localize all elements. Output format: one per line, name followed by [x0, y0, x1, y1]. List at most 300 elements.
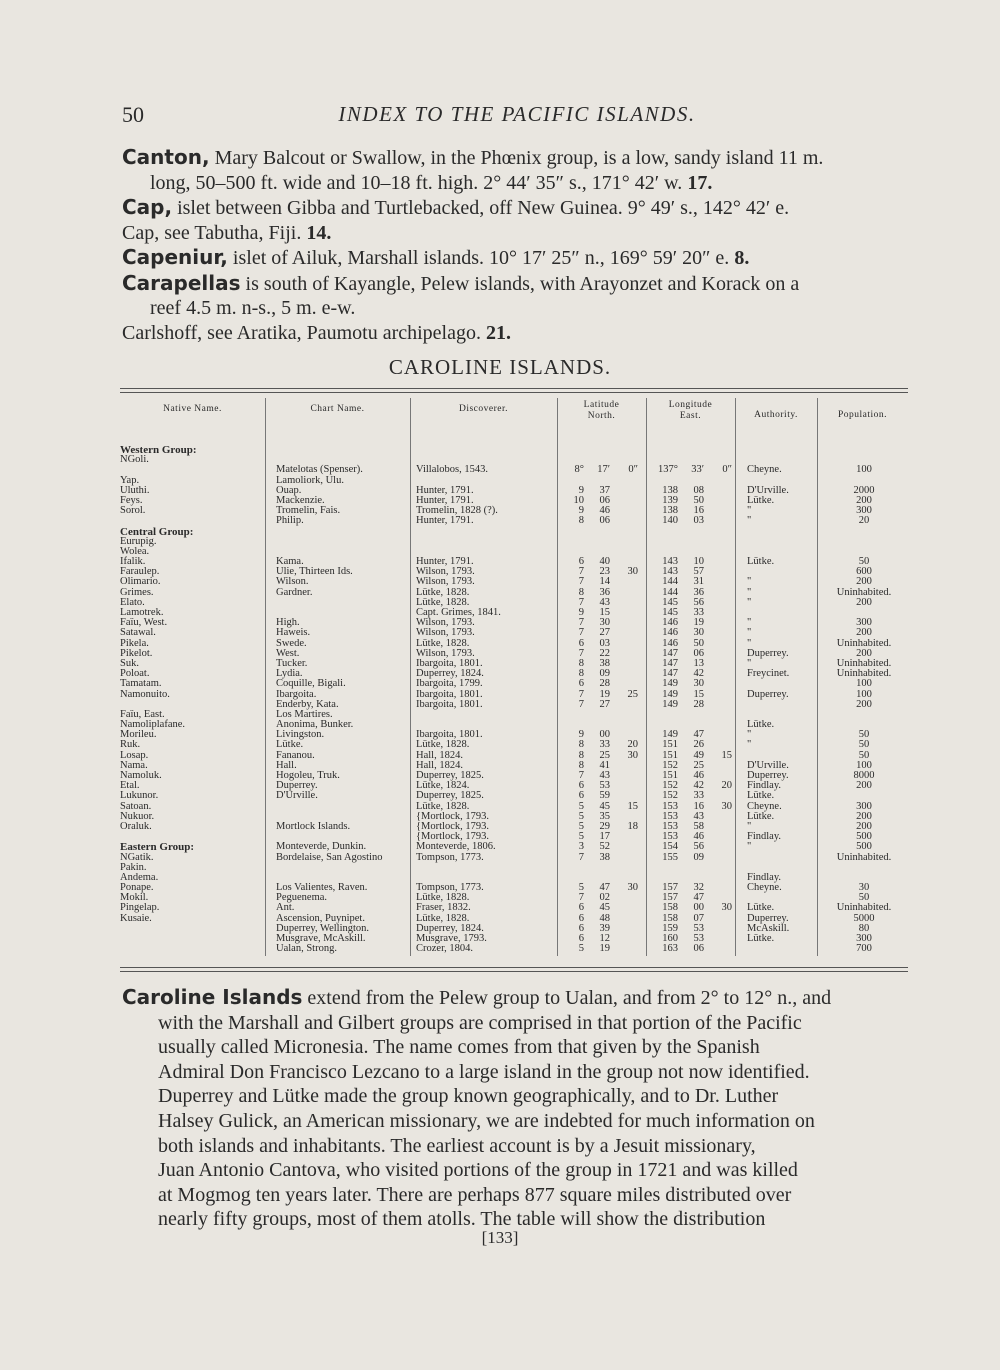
- table-cell: 138: [662, 505, 678, 517]
- table-cell: 25: [599, 749, 610, 761]
- table-cell: [586, 537, 610, 547]
- table-cell: [706, 863, 732, 873]
- table-cell: 53: [693, 933, 704, 944]
- table-cell: [562, 710, 584, 720]
- table-cell: 138: [662, 484, 678, 496]
- table-cell: Etal.: [120, 780, 140, 792]
- table-cell: 59: [599, 790, 610, 802]
- table-cell: [820, 445, 908, 455]
- table-cell: Lütke.: [747, 494, 775, 506]
- entry-map-ref: 8.: [734, 247, 750, 269]
- table-cell: D'Urville.: [276, 790, 318, 802]
- table-cell: Hunter, 1791.: [416, 556, 474, 568]
- table-cell: Tompson, 1773.: [416, 882, 484, 894]
- table-cell: 50: [693, 494, 704, 506]
- table-cell: 147: [662, 668, 678, 680]
- table-cell: [614, 537, 638, 547]
- longitude-minutes-column: [680, 445, 704, 954]
- table-cell: [586, 527, 610, 537]
- table-cell: Mackenzie.: [276, 494, 325, 506]
- table-cell: Pikelot.: [120, 647, 153, 659]
- table-cell: 30: [627, 749, 638, 761]
- table-cell: 100: [856, 678, 872, 690]
- table-cell: Mortlock Islands.: [276, 820, 351, 832]
- table-cell: [276, 863, 411, 873]
- table-cell: Freycinet.: [747, 668, 790, 680]
- table-cell: 17: [599, 831, 610, 843]
- table-cell: 47: [599, 882, 610, 894]
- table-cell: [706, 659, 732, 669]
- table-cell: Hunter, 1791.: [416, 515, 474, 527]
- table-cell: Lütke.: [747, 556, 775, 568]
- table-cell: [706, 628, 732, 638]
- table-cell: 41: [599, 759, 610, 771]
- table-cell: 58: [693, 820, 704, 832]
- table-cell: Ibargoita, 1801.: [416, 688, 483, 700]
- table-cell: 5: [578, 882, 584, 894]
- table-cell: [120, 516, 265, 526]
- table-cell: 147: [662, 647, 678, 659]
- table-cell: Uninhabited.: [836, 902, 892, 914]
- table-cell: Kusaie.: [120, 912, 152, 924]
- table-cell: Wilson, 1793.: [416, 576, 475, 588]
- table-cell: Feys.: [120, 494, 143, 506]
- table-cell: 300: [856, 800, 872, 812]
- table-cell: 146: [662, 627, 678, 639]
- table-cell: Duperrey, 1824.: [416, 668, 484, 680]
- table-cell: Oraluk.: [120, 820, 152, 832]
- table-cell: 16: [693, 505, 704, 517]
- table-cell: [680, 537, 704, 547]
- table-cell: Eurupig.: [120, 535, 157, 547]
- table-cell: [706, 679, 732, 689]
- table-cell: [706, 527, 732, 537]
- table-cell: 50: [858, 739, 870, 751]
- table-cell: 50: [858, 749, 870, 761]
- table-cell: [680, 863, 704, 873]
- table-cell: Andema.: [120, 871, 159, 883]
- table-cell: ": [747, 576, 752, 588]
- table-cell: 100: [856, 688, 872, 700]
- table-cell: Elato.: [120, 596, 145, 608]
- table-cell: 146: [662, 637, 678, 649]
- table-cell: Uninhabited.: [836, 657, 892, 669]
- entry-text: is south of Kayangle, Pelew islands, with Arayonzet and Korack on a: [245, 272, 800, 295]
- table-cell: Lütke, 1828.: [416, 596, 470, 608]
- table-cell: Tromelin, Fais.: [276, 505, 341, 517]
- table-cell: 151: [662, 770, 678, 781]
- table-cell: [276, 537, 411, 547]
- table-cell: [747, 445, 817, 455]
- entry-cap: [122, 195, 917, 221]
- entry-carapellas-cont: [122, 296, 917, 321]
- table-cell: Nama.: [120, 759, 148, 771]
- table-cell: 200: [856, 780, 872, 792]
- table-cell: Monteverde, 1806.: [416, 841, 496, 853]
- table-cell: Cheyne.: [747, 800, 782, 812]
- table-cell: 7: [578, 851, 584, 863]
- table-cell: 143: [662, 566, 678, 578]
- entry-headword: Carapellas: [122, 270, 241, 295]
- table-cell: 0″: [722, 464, 732, 476]
- table-cell: [706, 761, 732, 771]
- table-cell: 5: [578, 943, 584, 955]
- table-cell: Lütke, 1828.: [416, 739, 470, 751]
- table-cell: 30: [858, 882, 870, 894]
- table-cell: 145: [662, 607, 678, 618]
- entry-carapellas: [122, 271, 917, 297]
- table-cell: Lütke, 1828.: [416, 637, 470, 649]
- table-cell: 38: [599, 851, 610, 863]
- table-cell: Lütke, 1828.: [416, 912, 470, 924]
- table-cell: 7: [578, 596, 584, 608]
- table-cell: [614, 639, 638, 649]
- table-cell: Nukuor.: [120, 810, 155, 822]
- table-cell: Swede.: [276, 637, 307, 649]
- table-cell: ": [747, 627, 752, 639]
- table-cell: Ibargoita, 1801.: [416, 657, 483, 669]
- table-cell: D'Urville.: [747, 759, 789, 771]
- table-cell: 50: [858, 729, 870, 741]
- table-cell: 700: [856, 943, 872, 955]
- table-cell: 6: [578, 678, 584, 690]
- table-cell: Peguenema.: [276, 892, 328, 904]
- table-cell: 46: [693, 770, 704, 781]
- table-cell: [706, 710, 732, 720]
- table-cell: West.: [276, 647, 300, 659]
- table-cell: [614, 700, 638, 710]
- table-cell: ": [747, 820, 752, 832]
- entry-map-ref: 21.: [485, 321, 511, 344]
- table-cell: 153: [662, 810, 678, 822]
- table-cell: 27: [599, 627, 610, 639]
- table-cell: Villalobos, 1543.: [416, 464, 488, 476]
- paragraph-line: Duperrey and Lütke made the group known geographically, and to Dr. Luther: [158, 1085, 779, 1108]
- table-cell: 500: [856, 831, 872, 843]
- table-cell: 137°: [658, 464, 678, 476]
- table-cell: [706, 506, 732, 516]
- table-cell: 151: [662, 739, 678, 751]
- table-cell: 29: [599, 820, 610, 832]
- native-name-column: [120, 445, 265, 924]
- table-cell: D'Urville.: [747, 484, 789, 496]
- table-cell: Haweis.: [276, 627, 311, 639]
- table-cell: Sorol.: [120, 505, 146, 517]
- table-cell: Tamatam.: [120, 678, 162, 690]
- table-cell: 00: [599, 729, 610, 741]
- chart-name-column: [276, 445, 411, 954]
- table-cell: 152: [662, 790, 678, 802]
- table-cell: Cheyne.: [747, 882, 782, 894]
- table-cell: 139: [662, 494, 678, 506]
- table-cell: 7: [578, 566, 584, 578]
- table-cell: [614, 649, 638, 659]
- table-cell: ": [747, 841, 752, 853]
- table-cell: ": [747, 515, 752, 527]
- table-cell: Tompson, 1773.: [416, 851, 484, 863]
- table-cell: 6: [578, 902, 584, 914]
- longitude-degrees-column: [648, 445, 678, 954]
- table-cell: Namoluk.: [120, 770, 162, 781]
- table-cell: 28: [599, 678, 610, 690]
- table-cell: Los Martires.: [276, 708, 333, 720]
- table-cell: [614, 863, 638, 873]
- table-cell: Uluthi.: [120, 484, 150, 496]
- header-population: Population.: [837, 410, 888, 420]
- table-cell: Uninhabited.: [836, 668, 892, 680]
- table-cell: ": [747, 729, 752, 741]
- table-cell: [276, 445, 411, 455]
- table-cell: 37: [599, 484, 610, 496]
- table-cell: [614, 476, 638, 486]
- table-cell: [614, 924, 638, 934]
- table-cell: [747, 608, 817, 618]
- table-cell: [614, 486, 638, 496]
- table-cell: Satawal.: [120, 627, 156, 639]
- table-cell: [706, 720, 732, 730]
- paragraph-line: with the Marshall and Gilbert groups are comprised in that portion of the Pacific: [158, 1011, 802, 1034]
- latitude-seconds-column: [614, 445, 638, 954]
- table-cell: 200: [856, 810, 872, 822]
- table-cell: Lütke.: [747, 810, 775, 822]
- table-cell: 152: [662, 780, 678, 792]
- table-cell: Lütke.: [747, 790, 775, 802]
- table-cell: 200: [856, 627, 872, 639]
- table-cell: 47: [693, 892, 704, 904]
- table-cell: Hall.: [276, 759, 297, 771]
- index-entries: [122, 145, 917, 345]
- table-cell: 151: [662, 749, 678, 761]
- table-cell: 8: [578, 739, 584, 751]
- table-cell: [706, 954, 732, 964]
- table-cell: 02: [599, 892, 610, 904]
- table-cell: [706, 853, 732, 863]
- table-cell: Musgrave, 1793.: [416, 933, 487, 944]
- paragraph-line: at Mogmog ten years later. There are perhaps 877 square miles distributed over: [158, 1183, 792, 1206]
- table-cell: Uninhabited.: [836, 851, 892, 863]
- table-cell: 7: [578, 698, 584, 710]
- running-title: INDEX TO THE PACIFIC ISLANDS.: [338, 102, 696, 126]
- table-cell: [614, 506, 638, 516]
- table-cell: Hunter, 1791.: [416, 484, 474, 496]
- table-cell: 46: [693, 831, 704, 843]
- table-cell: Lütke, 1828.: [416, 586, 470, 598]
- table-cell: 56: [693, 841, 704, 853]
- table-cell: {Mortlock, 1793.: [416, 810, 489, 822]
- table-cell: Cheyne.: [747, 464, 782, 476]
- table-cell: 144: [662, 576, 678, 588]
- table-cell: [648, 445, 678, 455]
- table-cell: [706, 639, 732, 649]
- entry-map-ref: 17.: [687, 171, 713, 194]
- table-cell: 36: [599, 586, 610, 598]
- table-cell: Ibargoita, 1801.: [416, 698, 483, 710]
- header-chart-name: Chart Name.: [310, 404, 365, 414]
- table-cell: [416, 863, 556, 873]
- table-cell: [586, 863, 610, 873]
- table-cell: 23: [599, 566, 610, 578]
- table-cell: [706, 567, 732, 577]
- table-cell: 48: [599, 912, 610, 924]
- table-cell: Fraser, 1832.: [416, 902, 471, 914]
- entry-map-ref: 14.: [306, 221, 332, 244]
- table-cell: [706, 649, 732, 659]
- table-cell: 15: [721, 749, 732, 761]
- table-cell: Ant.: [276, 902, 295, 914]
- table-cell: Wilson.: [276, 576, 309, 588]
- table-cell: 50: [858, 556, 870, 568]
- entry-text: Mary Balcout or Swallow, in the Phœnix group, is a low, sandy island 11 m.: [214, 147, 824, 169]
- table-cell: Findlay.: [747, 780, 782, 792]
- table-cell: Capt. Grimes, 1841.: [416, 607, 501, 618]
- table-cell: 03: [693, 515, 704, 527]
- table-cell: 30: [627, 566, 638, 578]
- table-cell: [706, 934, 732, 944]
- table-cell: ": [747, 637, 752, 649]
- table-cell: [747, 567, 817, 577]
- table-cell: 100: [856, 464, 872, 476]
- header-latitude-line2: North.: [587, 411, 616, 421]
- caroline-islands-table: [120, 390, 908, 968]
- table-cell: Satoan.: [120, 800, 152, 812]
- table-cell: [614, 761, 638, 771]
- table-cell: [747, 679, 817, 689]
- table-cell: Duperrey.: [747, 647, 789, 659]
- table-cell: 33: [693, 790, 704, 802]
- entry-canton-cont: [122, 171, 917, 196]
- entry-text: islet of Ailuk, Marshall islands. 10° 17′ 25″ n., 169° 59′ 20″ e.: [232, 247, 730, 269]
- table-cell: 200: [856, 647, 872, 659]
- table-cell: [614, 618, 638, 628]
- table-cell: [706, 914, 732, 924]
- table-cell: 9: [578, 484, 584, 496]
- table-cell: [586, 710, 610, 720]
- table-cell: [614, 628, 638, 638]
- header-longitude-line2: East.: [679, 411, 702, 421]
- table-cell: Duperrey, 1825.: [416, 790, 484, 802]
- table-cell: Uninhabited.: [836, 637, 892, 649]
- table-cell: [820, 710, 908, 720]
- table-cell: Losap.: [120, 749, 149, 761]
- table-cell: Pingelap.: [120, 902, 160, 914]
- paragraph-line: Admiral Don Francisco Lezcano to a large island in the group not now identified.: [158, 1060, 810, 1083]
- table-cell: 80: [858, 922, 870, 934]
- table-cell: [416, 445, 556, 455]
- table-cell: Eastern Group:: [120, 841, 195, 854]
- table-cell: 153: [662, 800, 678, 812]
- table-cell: [648, 537, 678, 547]
- table-cell: 149: [662, 688, 678, 700]
- paragraph-line: extend from the Pelew group to Ualan, and from 2° to 12° n., and: [307, 987, 832, 1009]
- column-divider: [646, 398, 647, 956]
- table-cell: 45: [599, 902, 610, 914]
- table-cell: Ifalik.: [120, 556, 146, 568]
- table-cell: 26: [693, 739, 704, 751]
- table-cell: 8: [578, 586, 584, 598]
- table-cell: 6: [578, 556, 584, 568]
- table-cell: 145: [662, 596, 678, 608]
- table-cell: Findlay.: [747, 831, 782, 843]
- paragraph-line: usually called Micronesia. The name comes from that given by the Spanish: [158, 1036, 760, 1059]
- discoverer-column: [416, 445, 556, 954]
- table-cell: 19: [693, 617, 704, 629]
- table-cell: [614, 853, 638, 863]
- table-cell: [648, 710, 678, 720]
- table-cell: 300: [856, 505, 872, 517]
- table-cell: Bordelaise, San Agostino: [276, 851, 383, 863]
- table-cell: 5: [578, 820, 584, 832]
- table-cell: Lütke, 1828.: [416, 892, 470, 904]
- table-cell: 18: [627, 820, 638, 832]
- table-cell: 39: [599, 922, 610, 934]
- table-cell: 600: [856, 566, 872, 578]
- table-cell: [648, 863, 678, 873]
- table-cell: 147: [662, 657, 678, 669]
- table-cell: [747, 537, 817, 547]
- table-cell: 10: [573, 494, 584, 506]
- column-divider: [265, 398, 266, 956]
- table-cell: Ibargoita.: [276, 688, 317, 700]
- table-cell: 20: [721, 780, 732, 792]
- table-cell: 8: [578, 668, 584, 680]
- table-cell: 5: [578, 800, 584, 812]
- table-cell: Ruk.: [120, 739, 141, 751]
- table-cell: 30: [599, 617, 610, 629]
- table-top-rule: [120, 388, 908, 389]
- table-cell: [416, 527, 556, 537]
- table-cell: 7: [578, 892, 584, 904]
- table-cell: [706, 669, 732, 679]
- table-cell: [614, 893, 638, 903]
- table-cell: Morileu.: [120, 729, 157, 741]
- table-cell: Olimario.: [120, 576, 161, 588]
- table-cell: [586, 445, 610, 455]
- table-cell: 33′: [691, 464, 704, 476]
- table-bottom-rule-2: [120, 971, 908, 972]
- table-cell: 45: [599, 800, 610, 812]
- entry-headword: Canton,: [122, 145, 210, 169]
- table-cell: 6: [578, 912, 584, 924]
- table-cell: Lütke.: [747, 933, 775, 944]
- table-cell: 20: [858, 515, 870, 527]
- table-cell: [706, 588, 732, 598]
- table-cell: Enderby, Kata.: [276, 698, 339, 710]
- table-cell: 7: [578, 688, 584, 700]
- table-cell: 8: [578, 657, 584, 669]
- table-cell: [820, 527, 908, 537]
- table-cell: [680, 445, 704, 455]
- table-cell: [614, 710, 638, 720]
- table-cell: 8°: [574, 464, 584, 476]
- table-cell: [706, 690, 732, 700]
- table-cell: [614, 608, 638, 618]
- table-cell: [614, 527, 638, 537]
- table-cell: 16: [693, 800, 704, 812]
- table-cell: [614, 832, 638, 842]
- population-column: [820, 445, 908, 954]
- table-cell: 43: [599, 596, 610, 608]
- table-cell: Tucker.: [276, 657, 308, 669]
- table-cell: 07: [693, 912, 704, 924]
- table-cell: [706, 577, 732, 587]
- table-cell: 15: [693, 688, 704, 700]
- table-cell: Wilson, 1793.: [416, 617, 475, 629]
- table-cell: 46: [599, 505, 610, 517]
- table-cell: 14: [599, 576, 610, 588]
- table-cell: [706, 700, 732, 710]
- table-cell: Lütke, 1828.: [416, 800, 470, 812]
- table-cell: 6: [578, 933, 584, 944]
